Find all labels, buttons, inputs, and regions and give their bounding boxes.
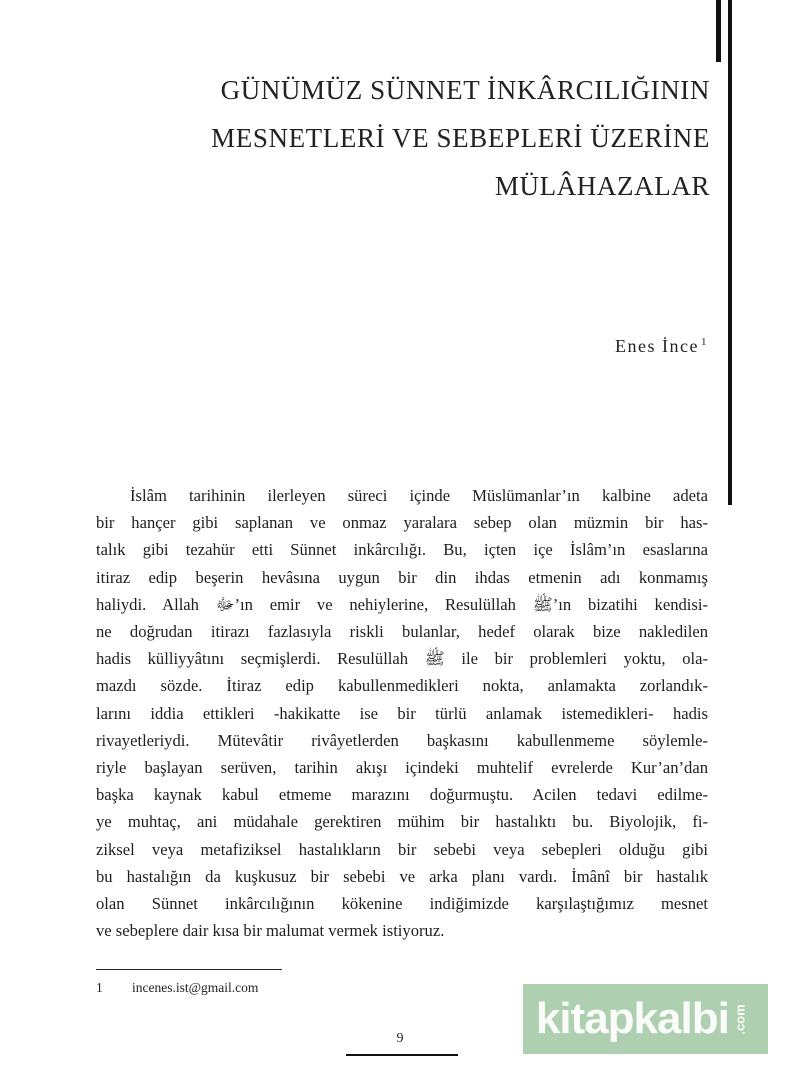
watermark-brand: kitapkalbi xyxy=(535,994,729,1043)
title-line: MÜLÂHAZALAR xyxy=(494,171,710,201)
page-number: 9 xyxy=(396,1031,404,1046)
watermark-tld: .com xyxy=(732,1003,748,1035)
footnote-email[interactable]: incenes.ist@gmail.com xyxy=(132,980,259,995)
body-line: bir hançer gibi saplanan ve onmaz yaralara sebep olan müzmin bir has- xyxy=(96,513,708,533)
title-line: GÜNÜMÜZ SÜNNET İNKÂRCILIĞININ xyxy=(220,75,710,105)
body-line: larını iddia ettikleri -hakikatte ise bir türlü anlamak istemedikleri- hadis xyxy=(96,703,708,723)
body-line: ziksel veya metafiziksel hastalıkların bir sebebi veya sebepleri olduğu gibi xyxy=(96,839,708,859)
body-paragraph xyxy=(96,482,708,944)
body-line: olan Sünnet inkârcılığının kökenine indiğimizde karşılaştığımız mesnet xyxy=(96,894,708,914)
author-name: Enes İnce xyxy=(615,336,699,356)
body-line: hadis külliyyâtını seçmişlerdi. Resulüllah ﷺ ile bir problemleri yoktu, ola- xyxy=(96,649,708,669)
footnote-divider xyxy=(96,969,282,970)
author-line xyxy=(615,336,708,357)
body-line: itiraz edip beşerin hevâsına uygun bir din ihdas etmenin adı konmamış xyxy=(96,567,708,587)
body-line: rivayetleriydi. Mütevâtir rivâyetlerden başkasını kabullenmeme söylemle- xyxy=(96,730,708,750)
body-line: mazdı sözde. İtiraz edip kabullenmedikleri nokta, anlamakta zorlandık- xyxy=(96,676,708,696)
body-line: başka kaynak kabul etmeme marazını doğurmuştu. Acilen tedavi edilme- xyxy=(96,785,708,805)
title-line: MESNETLERİ VE SEBEPLERİ ÜZERİNE xyxy=(211,123,710,153)
watermark-logo xyxy=(523,984,768,1054)
body-line: haliydi. Allah ﷻ’ın emir ve nehiylerine, Resulüllah ﷺ’ın bizatihi kendisi- xyxy=(96,594,708,614)
body-line: riyle başlayan serüven, tarihin akışı içindeki muhtelif evrelerde Kur’an’dan xyxy=(96,758,708,778)
footnote xyxy=(96,980,258,996)
body-line: ne doğrudan itirazı fazlasıyla riskli bulanlar, hedef olarak bize nakledilen xyxy=(96,622,708,642)
page-edge-mark xyxy=(716,0,721,62)
body-line: İslâm tarihinin ilerleyen süreci içinde Müslümanlar’ın kalbine adeta xyxy=(130,486,708,505)
footnote-ref[interactable]: 1 xyxy=(701,336,708,348)
footnote-number: 1 xyxy=(96,980,103,995)
body-line: ye muhtaç, ani müdahale gerektiren mühim bir hastalıktı bu. Biyolojik, fi- xyxy=(96,812,708,832)
page-number-rule xyxy=(346,1054,458,1056)
body-line: bu hastalığın da kuşkusuz bir sebebi ve arka planı vardı. İmânî bir hastalık xyxy=(96,866,708,886)
chapter-title xyxy=(90,66,710,210)
body-line: talık gibi tezahür etti Sünnet inkârcılığı. Bu, içten içe İslâm’ın esaslarına xyxy=(96,540,708,560)
page-edge-bar xyxy=(728,0,732,505)
body-line: ve sebeplere dair kısa bir malumat vermek istiyoruz. xyxy=(96,921,445,941)
